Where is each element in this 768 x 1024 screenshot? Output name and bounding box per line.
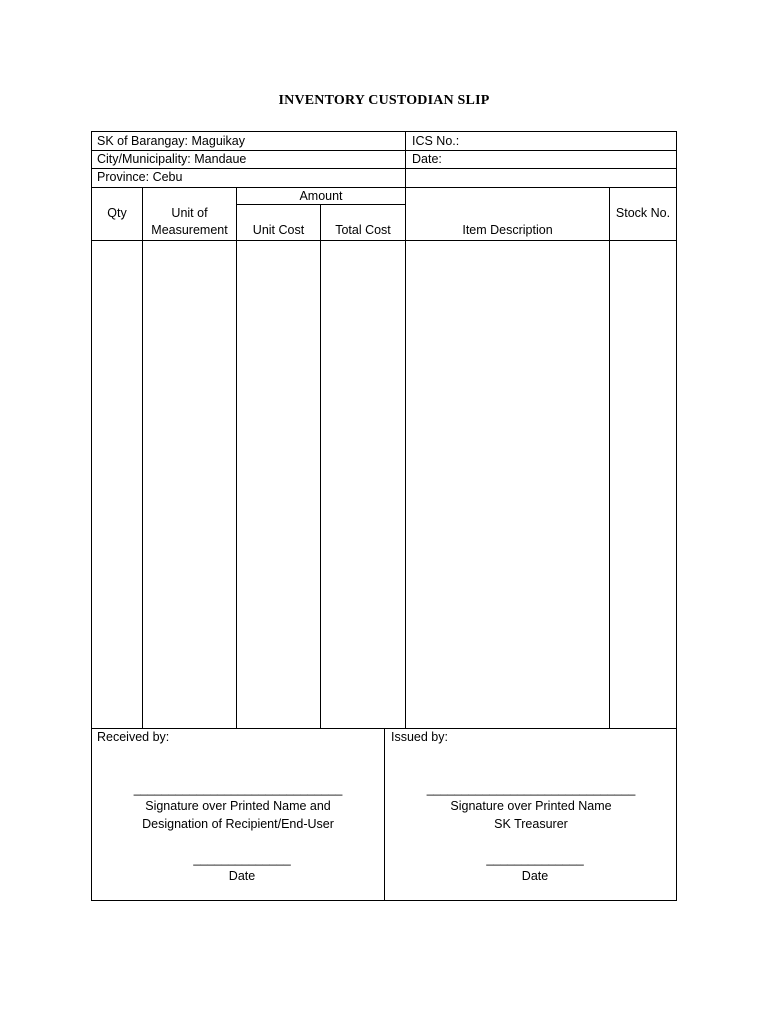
- amount-subheader-divider: [236, 204, 406, 205]
- issued-signature-line: ______________________________: [426, 782, 636, 796]
- header-row-divider-3: [92, 187, 676, 188]
- city-municipality-field: City/Municipality: Mandaue: [97, 152, 247, 166]
- received-by-label: Received by:: [97, 730, 170, 744]
- column-divider-unit: [236, 187, 237, 728]
- issued-date-label: Date: [521, 869, 549, 883]
- column-header-qty: Qty: [107, 206, 127, 220]
- column-divider-unit-cost: [320, 204, 321, 728]
- column-divider-total-cost: [405, 187, 406, 728]
- column-divider-qty: [142, 187, 143, 728]
- received-date-line: ______________: [193, 852, 291, 866]
- document-title: INVENTORY CUSTODIAN SLIP: [278, 93, 490, 108]
- column-divider-description: [609, 187, 610, 728]
- issued-caption-line1: Signature over Printed Name: [450, 799, 612, 813]
- issued-date-line: ______________: [486, 852, 584, 866]
- column-header-total-cost: Total Cost: [335, 223, 391, 237]
- province-field: Province: Cebu: [97, 170, 183, 184]
- header-row-divider-2: [92, 168, 676, 169]
- column-header-amount: Amount: [299, 189, 343, 203]
- ics-no-field: ICS No.:: [412, 134, 460, 148]
- received-date-label: Date: [228, 869, 256, 883]
- received-caption-line2: Designation of Recipient/End-User: [142, 817, 334, 831]
- column-header-item-description: Item Description: [462, 223, 553, 237]
- column-header-stock-no: Stock No.: [615, 206, 671, 220]
- sk-barangay-field: SK of Barangay: Maguikay: [97, 134, 245, 148]
- header-row-divider-1: [92, 150, 676, 151]
- date-field: Date:: [412, 152, 442, 166]
- column-header-unit-line1: Unit of: [171, 206, 208, 220]
- issued-caption-line2: SK Treasurer: [494, 817, 568, 831]
- inventory-form: [91, 131, 677, 901]
- received-signature-line: ______________________________: [133, 782, 343, 796]
- issued-by-label: Issued by:: [391, 730, 448, 744]
- header-column-divider: [405, 132, 406, 187]
- received-caption-line1: Signature over Printed Name and: [145, 799, 331, 813]
- column-header-bottom: [92, 240, 676, 241]
- column-header-unit-line2: Measurement: [151, 223, 228, 237]
- column-header-unit-cost: Unit Cost: [252, 223, 305, 237]
